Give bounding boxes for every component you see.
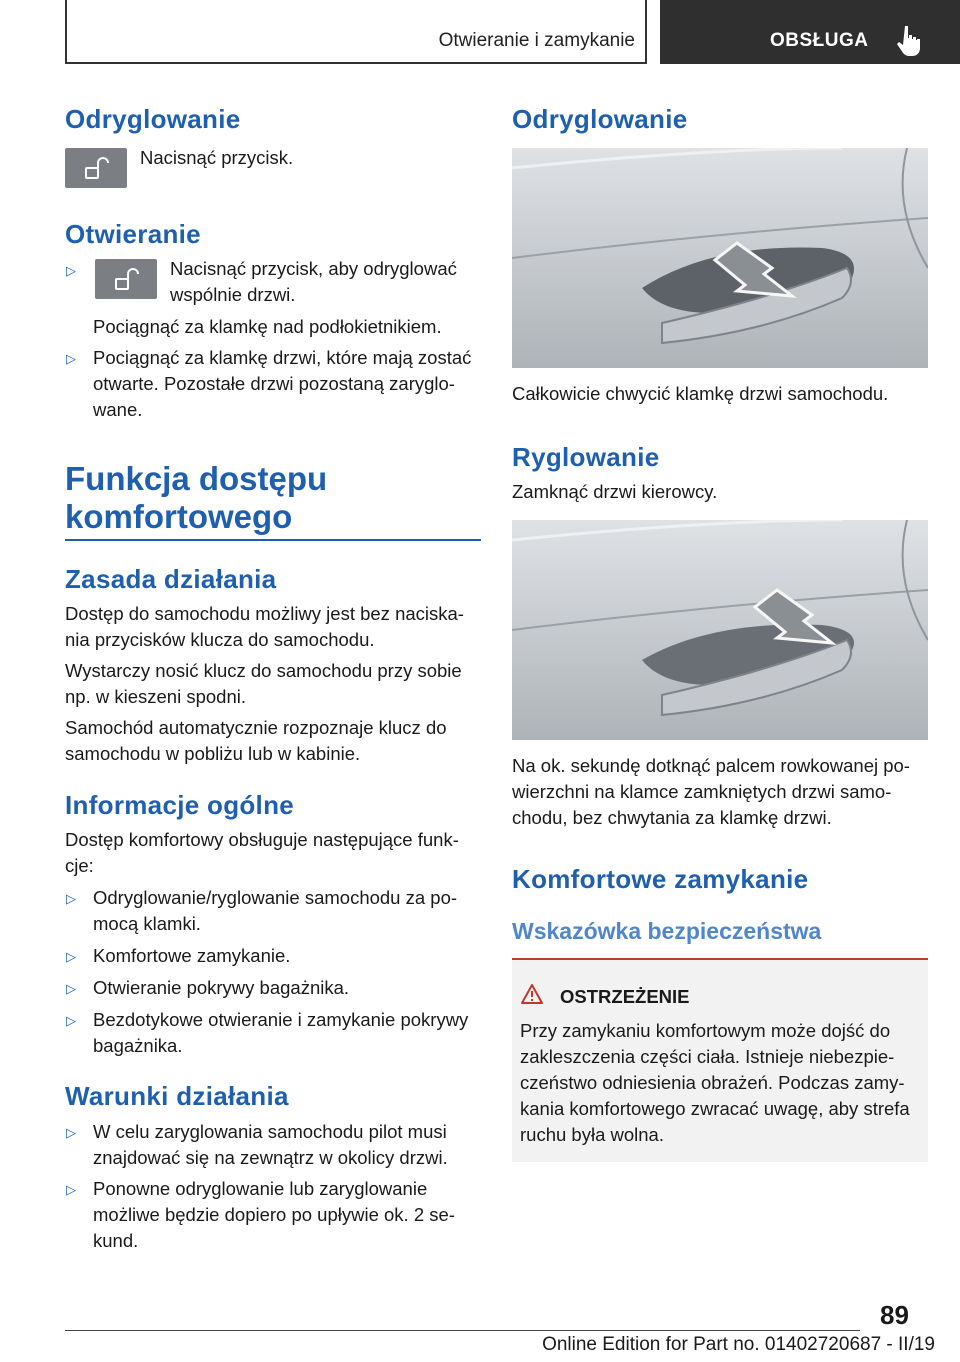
principle-heading: Zasada działania — [65, 564, 277, 594]
open-item-2: Pociągnąć za klamkę drzwi, które mają zostać otwarte. Pozostałe drzwi pozostaną zaryglo- wane. — [93, 347, 472, 420]
principle-para-2: Wystarczy nosić klucz do samochodu przy sobie np. w kieszeni spodni. — [65, 660, 462, 707]
unlock-button-image — [65, 148, 127, 188]
comfort-heading-line2: komfortowego — [65, 498, 293, 535]
pointing-hand-icon — [896, 24, 922, 56]
principle-para-3: Samochód automatycznie rozpoznaje klucz do samochodu w pobliżu lub w kabinie. — [65, 717, 447, 764]
unlock-heading-left: Odryglowanie — [65, 104, 241, 134]
conditions-item-1: W celu zaryglowania samochodu pilot musi znajdować się na zewnątrz w okolicy drzwi. — [93, 1121, 448, 1168]
conditions-item-2: Ponowne odryglowanie lub zaryglowanie możliwe będzie dopiero po upływie ok. 2 se- kund. — [93, 1178, 455, 1251]
door-handle-illustration — [512, 148, 928, 368]
bullet-triangle-icon: ▷ — [66, 1125, 76, 1140]
lock-heading: Ryglowanie — [512, 442, 660, 472]
conditions-heading: Warunki działania — [65, 1081, 289, 1111]
unlock-icon — [95, 259, 157, 299]
unlock-caption: Całkowicie chwycić klamkę drzwi samochodu. — [512, 383, 889, 404]
page-number: 89 — [880, 1300, 909, 1330]
bullet-triangle-icon: ▷ — [66, 891, 76, 906]
lock-caption: Na ok. sekundę dotknąć palcem rowkowanej po- wierzchni na klamce zamkniętych drzwi samo- chodu, bez chwytania za klamkę drzwi. — [512, 755, 910, 828]
bullet-triangle-icon: ▷ — [66, 1182, 76, 1197]
bullet-triangle-icon: ▷ — [66, 1013, 76, 1028]
general-item-3: Otwieranie pokrywy bagażnika. — [93, 977, 350, 998]
unlock-icon — [65, 148, 127, 188]
open-subtext: Pociągnąć za klamkę nad podłokietnikiem. — [93, 316, 442, 337]
general-item-1: Odryglowanie/ryglowanie samochodu za po- mocą klamki. — [93, 887, 458, 934]
bullet-triangle-icon: ▷ — [66, 263, 76, 278]
safety-heading: Wskazówka bezpieczeństwa — [512, 918, 822, 944]
warning-title: OSTRZEŻENIE — [560, 986, 690, 1007]
open-item-1: Nacisnąć przycisk, aby odryglować wspólnie drzwi. — [170, 258, 457, 305]
general-heading: Informacje ogólne — [65, 790, 295, 820]
unlock-text-left: Nacisnąć przycisk. — [140, 147, 294, 168]
warning-triangle-icon — [521, 984, 543, 1004]
footer-edition: Online Edition for Part no. 01402720687 - II/19 — [542, 1334, 935, 1355]
bullet-triangle-icon: ▷ — [66, 351, 76, 366]
door-handle-photo-touch — [512, 520, 928, 740]
door-handle-photo-grab — [512, 148, 928, 368]
unlock-button-image-2 — [95, 259, 157, 299]
bullet-triangle-icon: ▷ — [66, 981, 76, 996]
section-rule — [65, 539, 481, 541]
header-section-title: Otwieranie i zamykanie — [438, 30, 635, 51]
open-heading: Otwieranie — [65, 219, 201, 249]
lock-text: Zamknąć drzwi kierowcy. — [512, 481, 718, 502]
principle-para-1: Dostęp do samochodu możliwy jest bez naciska- nia przycisków klucza do samochodu. — [65, 603, 464, 650]
warning-text: Przy zamykaniu komfortowym może dojść do zakleszczenia części ciała. Istnieje niebezpie- czeństwo odniesienia obrażeń. Podczas zamy- kania komfortowego zwracać uwagę, aby strefa ruchu była wolna. — [520, 1020, 910, 1145]
comfort-heading-line1: Funkcja dostępu — [65, 460, 328, 497]
header-tab-label: OBSŁUGA — [770, 30, 869, 51]
footer-rule — [65, 1330, 860, 1331]
comfort-close-heading: Komfortowe zamykanie — [512, 864, 809, 894]
general-item-4: Bezdotykowe otwieranie i zamykanie pokrywy bagażnika. — [93, 1009, 469, 1056]
unlock-heading-right: Odryglowanie — [512, 104, 688, 134]
general-item-2: Komfortowe zamykanie. — [93, 945, 291, 966]
general-intro: Dostęp komfortowy obsługuje następujące funk- cje: — [65, 829, 459, 876]
bullet-triangle-icon: ▷ — [66, 949, 76, 964]
door-handle-illustration — [512, 520, 928, 740]
